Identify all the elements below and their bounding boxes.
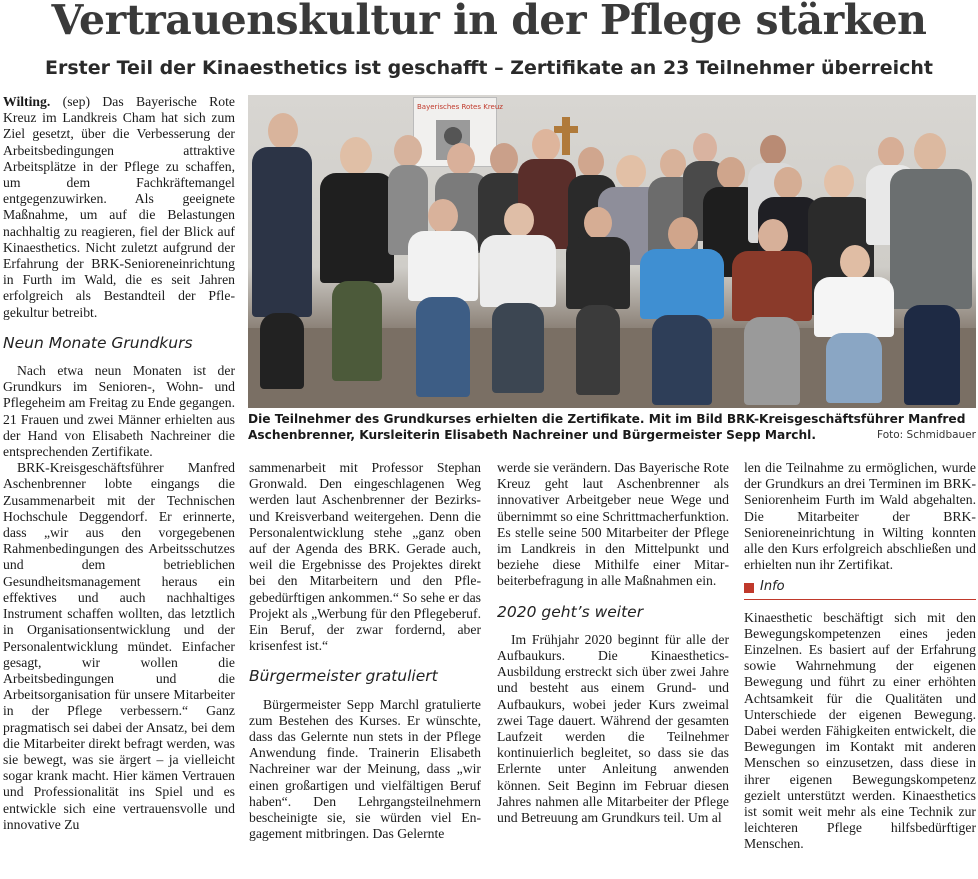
column-1 bbox=[3, 94, 235, 879]
person bbox=[408, 199, 478, 399]
person bbox=[480, 203, 556, 393]
photo-credit: Foto: Schmidbauer bbox=[877, 429, 976, 441]
body-paragraph: Im Frühjahr 2020 beginnt für alle der Aufbaukurs. Die Kinaesthetics-Ausbildung erstreckt sich über zwei Jahre und besteht aus einem Grund- und Aufbaukurs, wobei jeder Kurs zweimal zwei Tage dauert. Während der gesamten Laufzeit werden die Teilnehmer kontinuierlich begleitet, so dass sie das Erlernte unter Anleitung anwenden können. Seit Beginn im Februar diesen Jahres nahmen alle Mitarbeiter der Pflege und Betreuung am Grundkurs teil. Um al bbox=[497, 631, 729, 826]
body-paragraph: werde sie verändern. Das Bayerische Rote Kreuz geht laut Aschenbrenner als innovativer Arbeitgeber neue Wege und übernimmt so eine Schrittmacherfunktion. Es stelle seine 500 Mitarbeiter der Pflege im Landkreis in den Mittelpunkt und beziehe diese Mithilfe einer Mitarbeiterbefragung in alle Maßnahmen ein. bbox=[497, 460, 729, 589]
photo-caption bbox=[248, 411, 976, 443]
info-box-heading bbox=[744, 579, 976, 599]
brk-sign-text: Bayerisches Rotes Kreuz bbox=[417, 103, 503, 111]
info-heading-label: Info bbox=[760, 579, 785, 595]
info-square-icon bbox=[744, 583, 754, 593]
person bbox=[566, 207, 630, 397]
body-paragraph: Nach etwa neun Monaten ist der Grundkurs im Senioren-, Wohn- und Pflegeheim am Freitag zu Ende gegangen. 21 Frauen und zwei Männer erhielten aus der Hand von Elisabeth Nachreiner die entsprechenden Zertifikate. bbox=[3, 363, 235, 460]
intro-paragraph bbox=[3, 94, 235, 321]
info-text: Kinaesthetic beschäftigt sich mit den Bewegungskompetenzen eines jeden Einzelnen. Es basiert auf der Erfahrung sowie Wahrnehmung der eigenen Bewegung und führt zu einer erhöhten Achtsamkeit für die Qualitäten und Unterschiede der eigenen Bewegung. Dabei werden Fähigkeiten entwickelt, die Bewegungen im Kontakt mit anderen Menschen so einzusetzen, dass diese in ihrer eigenen Bewegungskompetenz gezielt unterstützt werden. Kinaesthetics ist somit weit mehr als eine Technik zur leichteren Pflege hilfsbedürftiger Menschen. bbox=[744, 609, 976, 852]
person bbox=[814, 245, 894, 405]
section-heading-2020: 2020 geht’s weiter bbox=[497, 602, 644, 621]
section-heading-grundkurs: Neun Monate Grundkurs bbox=[3, 333, 193, 352]
person bbox=[888, 133, 974, 408]
person bbox=[732, 219, 812, 405]
section-heading-buergermeister: Bürgermeister gratuliert bbox=[249, 667, 438, 686]
person bbox=[318, 137, 396, 387]
column-4 bbox=[744, 460, 976, 879]
body-paragraph: Bürgermeister Sepp Marchl gratulierte zum Bestehen des Kurses. Er wünschte, dass das Gelernte nun stets in der Pflege Anwendung finde. Trainerin Elisabeth Nachreiner war der Meinung, dass „wir einen großartigen und vielfältigen Beruf haben“. Den Lehrgangsteilnehmern bescheinigte sie, sie würden viel Engagement mitbringen. Das Gelernte bbox=[249, 696, 481, 842]
group-photo bbox=[248, 95, 976, 408]
caption-text: Die Teilnehmer des Grundkurses erhielten die Zertifikate. Mit im Bild BRK-Kreisgeschäftsführer Manfred Aschenbrenner, Kursleiterin Elisabeth Nachreiner und Bürgermeister Sepp Marchl. bbox=[248, 412, 966, 442]
body-paragraph: sammenarbeit mit Professor Stephan Gronwald. Den eingeschlagenen Weg werden laut Aschenbrenner der Bezirks- und Kreisverband weitergehen. Denn die Personalentwicklung stehe „ganz oben auf der Agenda des BRK. Gerade auch, weil die Ergebnisse des Projektes direkt bei den Mitarbeitern und den Pflegebedürftigen ankommen.“ So sehe er das Projekt als „Werbung für den Pflegeberuf. Ein Beruf, der zwar fordernd, aber krisenfest ist.“ bbox=[249, 460, 481, 654]
dateline: Wilting. bbox=[3, 94, 51, 109]
person bbox=[640, 217, 724, 407]
headline: Vertrauenskultur in der Pflege stärken bbox=[51, 0, 927, 44]
body-paragraph: BRK-Kreisgeschäftsführer Manfred Aschenbrenner lobte eingangs die Zusammenarbeit mit der Technischen Hochschule Deggendorf. Er erinnerte, dass „wir aus den vorgegebenen Rahmenbedingungen des Arbeitsschutzes und dem betrieblichen Gesundheitsmanagement heraus ein effektives und auch nachhaltiges Instrument schaffen wollten, das letztlich in Organisationsentwicklung und der Personalentwicklung mündet. Einfacher gesagt, wir wollen die Arbeitsbedingungen und die Arbeitsorganisation für unsere Mitarbeiter in der Pflege verbessern.“ Ganz pragmatisch sei dabei der Ansatz, bei dem die Mitarbeiter direkt befragt werden, was sie bewegt, was sie ärgert – ja vielleicht sogar krank macht. Hier kämen Vertrauen und Professionalität ins Spiel und es entwickle sich eine vertrauensvolle und innovative Zu bbox=[3, 460, 235, 832]
person bbox=[250, 113, 314, 393]
intro-text: (sep) Das Bayerische Rote Kreuz im Landkreis Cham hat sich zum Ziel gesetzt, über die Verbesserung der Arbeitsbedingungen attraktive Arbeitsplätze in der Pflege zu schaffen, um dem Fachkräftemangel entgegenzuwirken. Als geeignete Maßnahme, um auf die Belastungen nachhaltig zu reagieren, fiel der Blick auf Kinaesthetics. Nicht zuletzt aufgrund der Erfahrung der BRK-Senioreneinrichtung in Furth im Wald, die es seit Jahren erfolgreich als Bestandteil der Pflegekultur betreibt. bbox=[3, 94, 235, 320]
column-3 bbox=[497, 460, 729, 879]
column-2 bbox=[249, 460, 481, 879]
body-paragraph: len die Teilnahme zu ermöglichen, wurde der Grundkurs an drei Terminen im BRK-Seniorenheim Furth im Wald abgehalten. Die Mitarbeiter der BRK-Senioreneinrichtung in Wilting konnten alle den Kurs erfolgreich abschließen und erhielten nun ihr Zertifikat. bbox=[744, 460, 976, 573]
subheadline: Erster Teil der Kinaesthetics ist geschafft – Zertifikate an 23 Teilnehmer überreicht bbox=[45, 57, 933, 79]
